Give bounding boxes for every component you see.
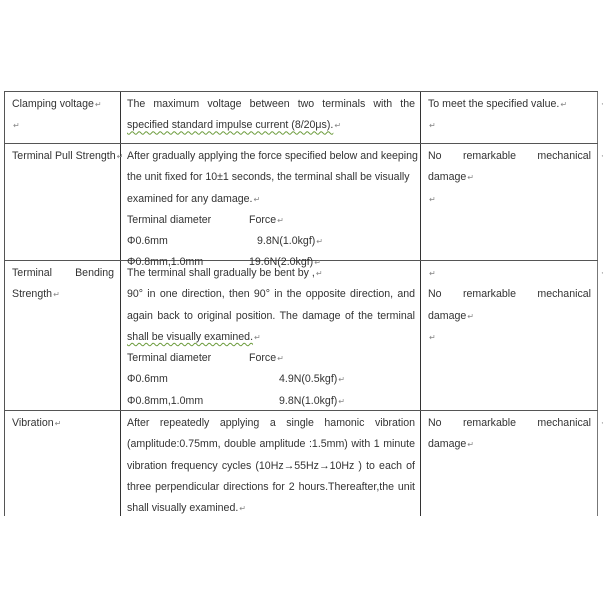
item-cell [4, 411, 121, 516]
method-line: (amplitude:0.75mm, double amplitude :1.5mm) with 1 minute [127, 438, 415, 451]
force-header-label: Force [249, 213, 277, 226]
paragraph-mark-icon: ↵ [254, 332, 261, 342]
method-line: The maximum voltage between two terminals with the [127, 98, 415, 110]
row-end-mark-icon: ' [601, 102, 603, 111]
method-line: again back to original position. The damage of the terminal [127, 309, 415, 322]
method-line: After repeatedly applying a single hamonic vibration [127, 417, 415, 429]
method-line: 90° in one direction, then 90° in the opposite direction, and [127, 288, 415, 301]
force-value: 9.8N(1.0kgf) [279, 394, 338, 407]
requirement-text: No remarkable mechanical [428, 417, 591, 429]
paragraph-mark-icon: ↵ [429, 269, 436, 278]
item-label: Vibration [12, 417, 54, 429]
paragraph-mark-icon: ↵ [338, 375, 345, 385]
diameter-header: Terminal diameter [127, 352, 212, 365]
paragraph-mark-icon: ↵ [277, 215, 284, 225]
paragraph-mark-icon: ↵ [253, 194, 261, 204]
paragraph-mark-icon: ↵ [467, 440, 474, 450]
item-label: Clamping voltage [12, 98, 94, 110]
table-row-terminal-bending-strength [4, 260, 603, 410]
paragraph-mark-icon: ↵ [429, 332, 436, 342]
force-header [127, 210, 415, 231]
spec-table [4, 91, 603, 516]
paragraph-mark-icon: ↵ [54, 419, 62, 428]
method-line: shall visually examined. [127, 502, 239, 515]
method-line: The terminal shall gradually be bent by , [127, 267, 315, 279]
requirement-cell [421, 261, 603, 410]
method-cell [121, 144, 421, 269]
diameter-value: Φ0.6mm [127, 373, 168, 386]
paragraph-mark-icon: ↵ [316, 237, 323, 247]
item-cell [4, 144, 124, 260]
force-value: 9.8N(1.0kgf) [257, 235, 316, 248]
force-row [127, 369, 415, 390]
requirement-cell [421, 144, 603, 260]
requirement-text: No remarkable mechanical [428, 288, 591, 301]
method-cell [121, 261, 421, 410]
requirement-cell [421, 92, 603, 143]
paragraph-mark-icon: ↵ [467, 173, 474, 183]
item-label: Terminal Pull Strength [12, 150, 116, 162]
row-end-mark-icon: ' [601, 421, 603, 430]
requirement-text: To meet the specified value. [428, 98, 560, 110]
diameter-header: Terminal diameter [127, 213, 212, 226]
paragraph-mark-icon: ↵ [315, 269, 323, 278]
method-cell [121, 92, 421, 143]
force-value: 4.9N(0.5kgf) [279, 373, 338, 386]
item-label: Terminal Bending [12, 267, 114, 279]
item-label: Strength [12, 288, 53, 301]
table-row-clamping-voltage [4, 91, 603, 143]
paragraph-mark-icon: ↵ [429, 121, 436, 131]
paragraph-mark-icon: ↵ [94, 100, 102, 109]
force-header [127, 348, 415, 369]
force-row [127, 391, 415, 412]
requirement-text: damage [428, 171, 467, 184]
item-cell [4, 92, 121, 143]
paragraph-mark-icon: ↵ [116, 152, 124, 161]
paragraph-mark-icon: ↵ [560, 100, 568, 109]
method-line: the unit fixed for 10±1 seconds, the terminal shall be visually [127, 171, 410, 184]
row-end-mark-icon: ' [601, 271, 603, 280]
force-value: 19.6N(2.0kgf) [249, 256, 314, 269]
paragraph-mark-icon: ↵ [334, 121, 342, 131]
paragraph-mark-icon: ↵ [429, 194, 436, 204]
method-line: three perpendicular directions for 2 hours.Thereafter,the unit [127, 480, 415, 493]
method-line: shall be visually examined. [127, 330, 254, 343]
paragraph-mark-icon: ↵ [277, 354, 284, 364]
paragraph-mark-icon: ↵ [467, 311, 474, 321]
force-row [127, 231, 415, 252]
requirement-cell [421, 411, 603, 516]
force-header-label: Force [249, 352, 277, 365]
method-cell [121, 411, 421, 516]
table-row-terminal-pull-strength [4, 143, 603, 269]
requirement-text: damage [428, 438, 467, 451]
paragraph-mark-icon: ↵ [239, 504, 246, 514]
diameter-value: Φ0.8mm,1.0mm [127, 256, 204, 269]
method-line: examined for any damage. [127, 192, 253, 205]
table-row-vibration [4, 410, 603, 516]
row-end-mark-icon: ' [601, 154, 603, 163]
requirement-text: damage [428, 309, 467, 322]
diameter-value: Φ0.6mm [127, 235, 168, 248]
item-cell [4, 261, 121, 410]
paragraph-mark-icon: ↵ [314, 258, 321, 268]
method-line: After gradually applying the force specified below and keeping [127, 150, 418, 162]
paragraph-mark-icon: ↵ [338, 396, 345, 406]
method-line: specified standard impulse current (8/20μs). [127, 119, 334, 132]
requirement-text: No remarkable mechanical [428, 150, 591, 162]
method-line: vibration frequency cycles (10Hz→55Hz→10Hz ) to each of [127, 459, 415, 472]
diameter-value: Φ0.8mm,1.0mm [127, 394, 204, 407]
paragraph-mark-icon: ↵ [13, 121, 20, 131]
paragraph-mark-icon: ↵ [53, 290, 60, 300]
